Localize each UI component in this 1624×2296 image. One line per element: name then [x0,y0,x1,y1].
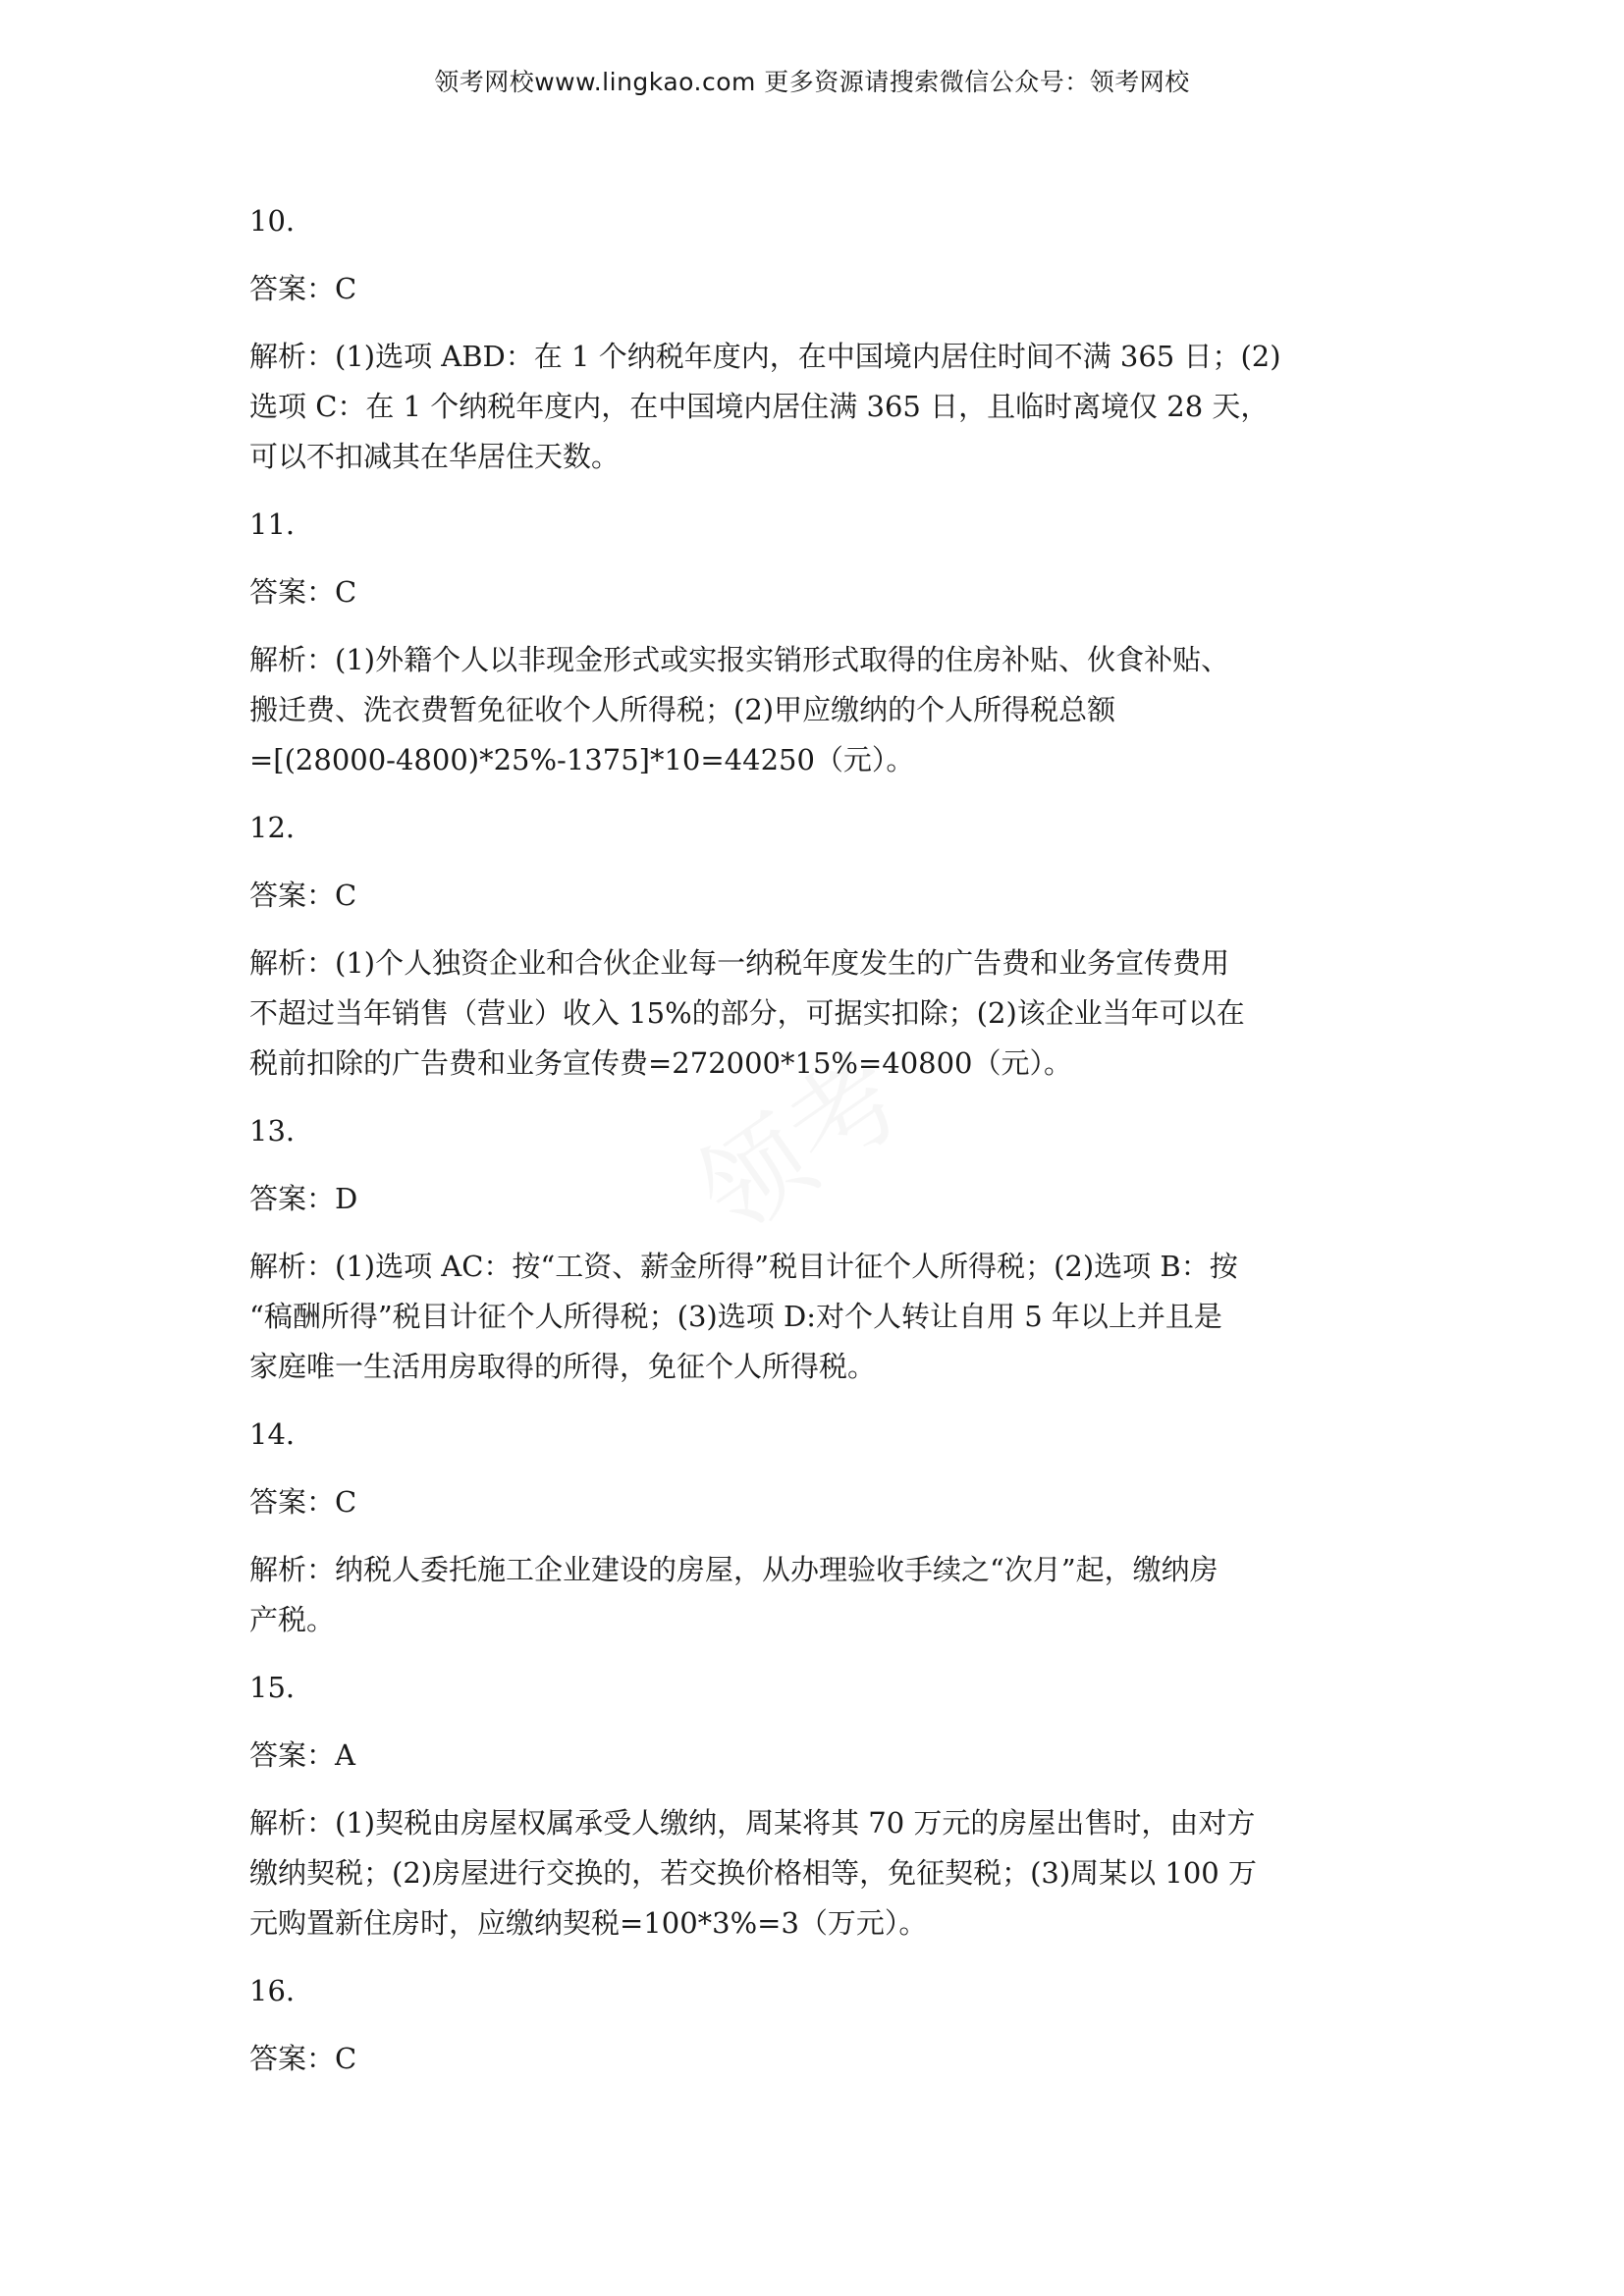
analysis-line: =[(28000-4800)*25%-1375]*10=44250（元）。 [249,743,915,776]
answer-text: 答案：C [249,1485,357,1519]
analysis-line: 缴纳契税；(2)房屋进行交换的，若交换价格相等，免征契税；(3)周某以 100 万 [249,1856,1257,1890]
analysis-line: 解析：(1)契税由房屋权属承受人缴纳，周某将其 70 万元的房屋出售时，由对方 [249,1806,1256,1840]
question-number: 15. [249,1671,296,1704]
question-block [249,196,1398,482]
answer-list [249,196,1398,2084]
analysis-line: 解析：(1)外籍个人以非现金形式或实报实销形式取得的住房补贴、伙食补贴、 [249,643,1230,676]
question-block [249,1106,1398,1392]
analysis-line: 家庭唯一生活用房取得的所得，免征个人所得税。 [249,1350,877,1383]
answer-text: 答案：C [249,272,357,305]
analysis-line: 解析：(1)选项 ABD：在 1 个纳税年度内，在中国境内居住时间不满 365 日；(2) [249,340,1281,373]
analysis-paragraph [249,1242,1398,1392]
analysis-line: 元购置新住房时，应缴纳契税=100*3%=3（万元）。 [249,1906,928,1940]
answer-text: 答案：C [249,879,357,912]
analysis-line: 解析：(1)个人独资企业和合伙企业每一纳税年度发生的广告费和业务宣传费用 [249,946,1230,980]
question-number: 10. [249,204,296,238]
analysis-paragraph [249,635,1398,785]
question-number: 14. [249,1417,296,1451]
answer-text: 答案：C [249,575,357,609]
analysis-paragraph [249,938,1398,1089]
question-number: 13. [249,1114,296,1148]
question-number: 16. [249,1974,296,2007]
answer-text: 答案：D [249,1182,358,1215]
analysis-paragraph [249,1545,1398,1645]
question-block [249,1663,1398,1949]
analysis-paragraph [249,332,1398,482]
analysis-line: 选项 C：在 1 个纳税年度内，在中国境内居住满 365 日，且临时离境仅 28 天， [249,390,1270,423]
analysis-paragraph [249,1798,1398,1949]
analysis-line: 产税。 [249,1603,336,1636]
analysis-line: 搬迁费、洗衣费暂免征收个人所得税；(2)甲应缴纳的个人所得税总额 [249,693,1116,726]
question-block [249,500,1398,785]
question-number: 12. [249,811,296,844]
analysis-line: 不超过当年销售（营业）收入 15%的部分，可据实扣除；(2)该企业当年可以在 [249,996,1245,1030]
analysis-line: 可以不扣减其在华居住天数。 [249,440,621,473]
question-block [249,1410,1398,1645]
analysis-line: 税前扣除的广告费和业务宣传费=272000*15%=40800（元）。 [249,1046,1073,1080]
question-number: 11. [249,507,296,541]
page-header: 领考网校www.lingkao.com 更多资源请搜索微信公众号：领考网校 [434,68,1190,96]
analysis-line: 解析：纳税人委托施工企业建设的房屋，从办理验收手续之“次月”起，缴纳房 [249,1553,1218,1586]
analysis-line: 解析：(1)选项 AC：按“工资、薪金所得”税目计征个人所得税；(2)选项 B：按 [249,1250,1238,1283]
question-block [249,1966,1398,2084]
analysis-line: “稿酬所得”税目计征个人所得税；(3)选项 D:对个人转让自用 5 年以上并且是 [249,1300,1222,1333]
answer-text: 答案：C [249,2042,357,2075]
question-block [249,803,1398,1089]
answer-text: 答案：A [249,1738,355,1772]
